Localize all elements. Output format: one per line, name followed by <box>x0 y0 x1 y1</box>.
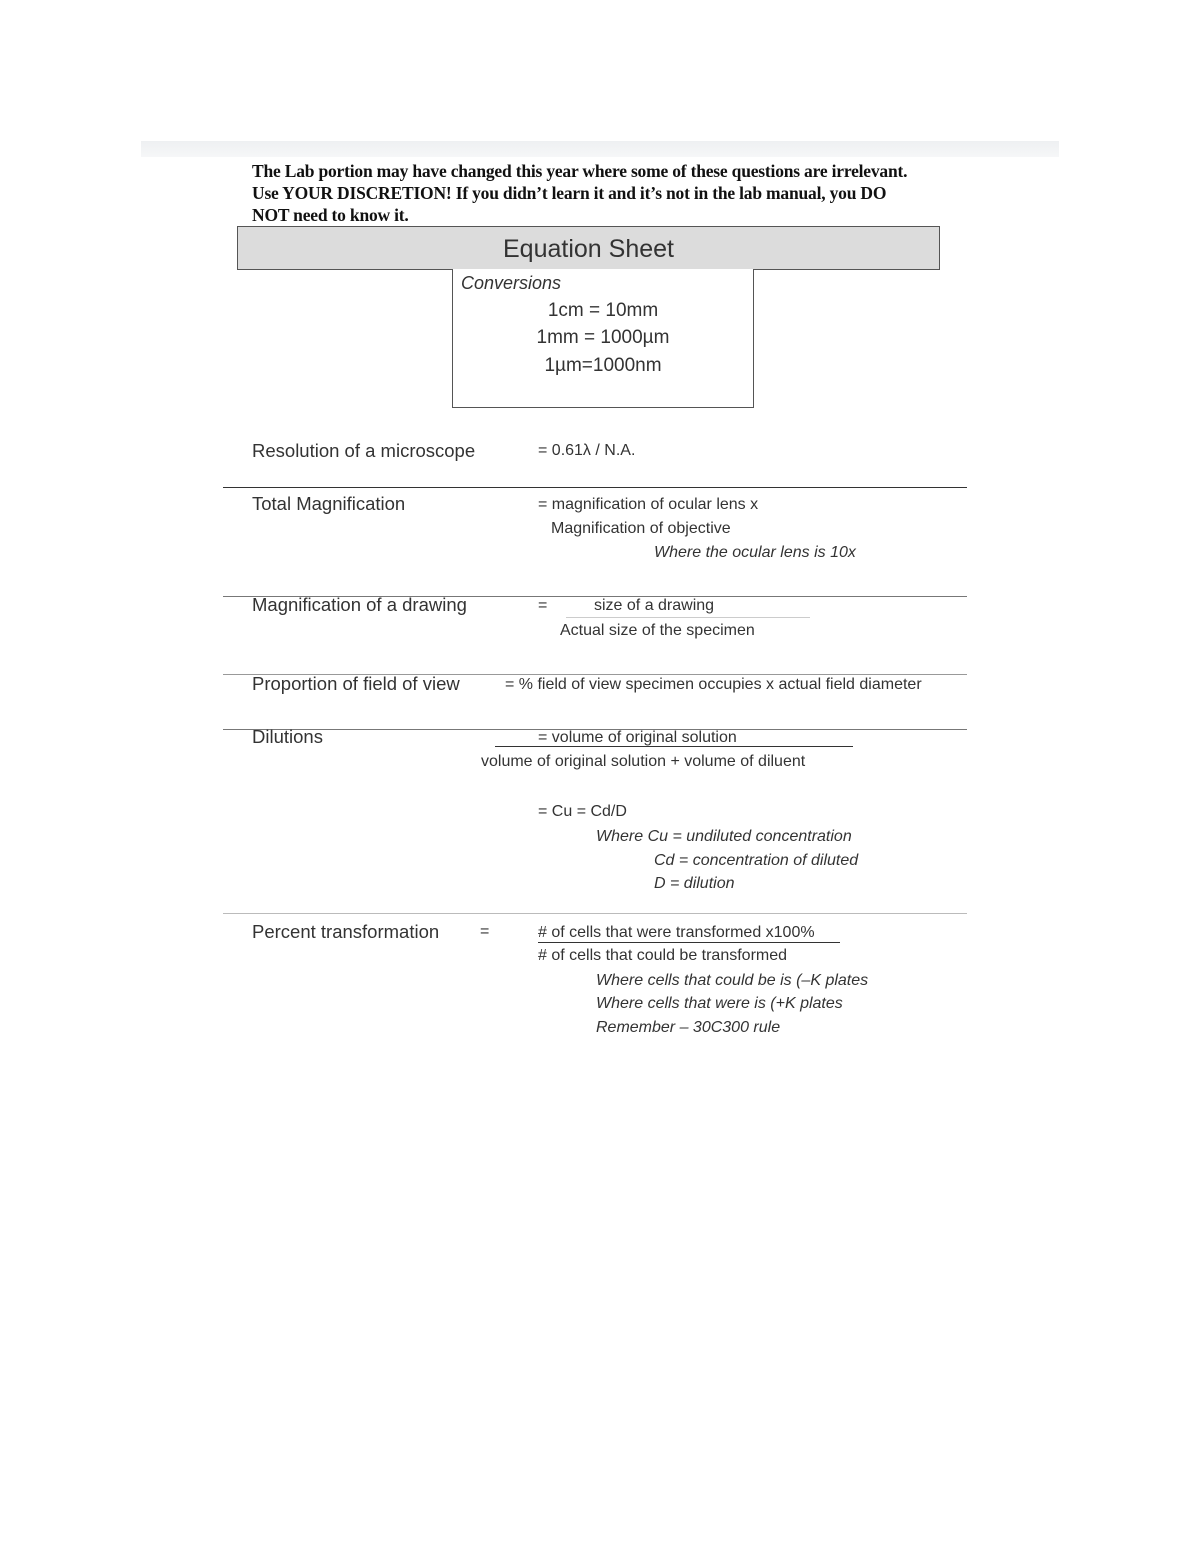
drawing-denominator: Actual size of the specimen <box>560 622 755 639</box>
total-magnification-note: Where the ocular lens is 10x <box>654 544 856 561</box>
drawing-numerator: size of a drawing <box>594 597 715 614</box>
fraction-bar <box>495 746 853 747</box>
notice-line-1: The Lab portion may have changed this year where some of these questions are irrelevant. <box>252 161 908 181</box>
conversion-line: 1mm = 1000µm <box>536 327 670 348</box>
divider <box>223 913 967 914</box>
drawing-magnification-label: Magnification of a drawing <box>252 594 467 615</box>
top-band <box>141 141 1059 157</box>
total-magnification-equation: = magnification of ocular lens x <box>538 496 759 513</box>
conversion-line: 1µm=1000nm <box>544 355 662 376</box>
notice <box>252 160 1002 226</box>
dilutions-equation: = Cu = Cd/D <box>538 803 627 820</box>
divider <box>223 487 967 488</box>
transformation-note-1: Where cells that could be is (–K plates <box>596 972 869 989</box>
transformation-note-2: Where cells that were is (+K plates <box>596 995 843 1012</box>
dilutions-where-1: Where Cu = undiluted concentration <box>596 828 852 845</box>
transformation-denominator: # of cells that could be transformed <box>538 947 788 964</box>
field-of-view-equation: = % field of view specimen occupies x actual field diameter <box>505 676 922 693</box>
resolution-label: Resolution of a microscope <box>252 440 476 461</box>
fraction-bar <box>566 617 810 618</box>
dilutions-denominator: volume of original solution + volume of diluent <box>481 753 806 770</box>
equals-sign: = <box>538 597 548 614</box>
total-magnification-equation-cont: Magnification of objective <box>551 520 731 537</box>
percent-transformation-label: Percent transformation <box>252 921 440 942</box>
fraction-bar <box>538 942 840 943</box>
conversions-title: Conversions <box>461 273 562 293</box>
dilutions-label: Dilutions <box>252 726 323 747</box>
notice-line-2: Use YOUR DISCRETION! If you didn’t learn it and it’s not in the lab manual, you DO <box>252 183 887 203</box>
field-of-view-label: Proportion of field of view <box>252 673 460 694</box>
conversion-line: 1cm = 10mm <box>547 300 659 321</box>
resolution-equation: = 0.61λ / N.A. <box>538 442 636 459</box>
dilutions-where-2: Cd = concentration of diluted <box>654 852 859 869</box>
dilutions-numerator: = volume of original solution <box>538 729 737 746</box>
transformation-note-3: Remember – 30C300 rule <box>596 1019 781 1036</box>
total-magnification-label: Total Magnification <box>252 493 406 514</box>
page-title: Equation Sheet <box>237 226 940 270</box>
transformation-numerator: # of cells that were transformed x100% <box>538 924 815 941</box>
equals-sign: = <box>480 923 490 940</box>
conversions-box <box>452 269 754 408</box>
dilutions-where-3: D = dilution <box>654 875 735 892</box>
notice-line-3: NOT need to know it. <box>252 205 409 225</box>
